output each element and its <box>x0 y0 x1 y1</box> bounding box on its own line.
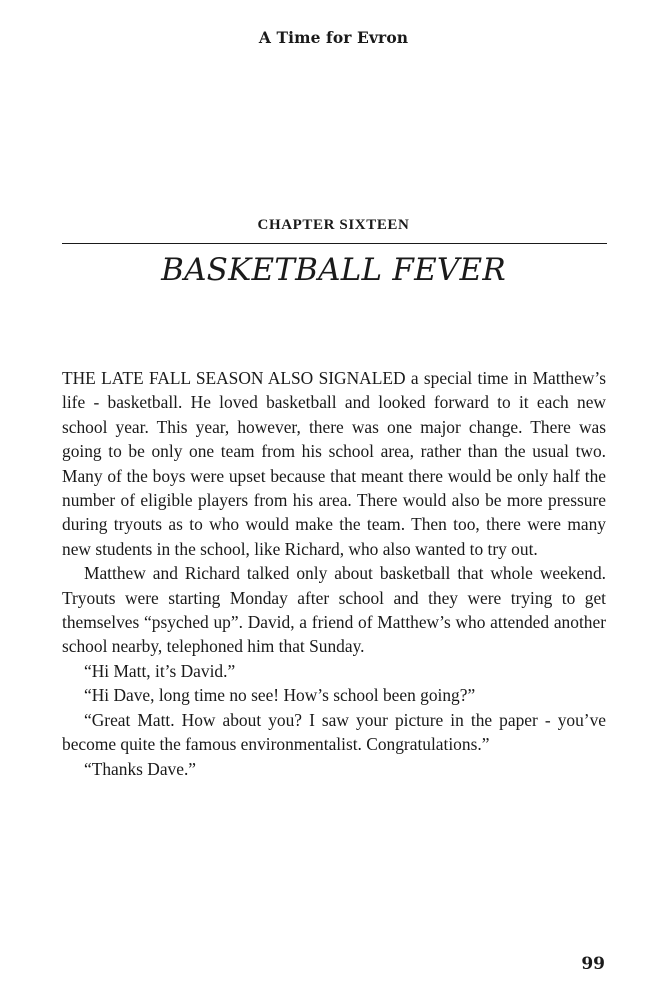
dialogue-line: “Hi Matt, it’s David.” <box>84 660 236 681</box>
chapter-title: BASKETBALL FEVER <box>161 252 506 288</box>
running-head: A Time for Evron <box>258 28 409 47</box>
page-number: 99 <box>581 954 605 974</box>
paragraph: THE LATE FALL SEASON ALSO SIGNALED a special time in Matthew’s life - basketball. He loved basketball and looked forward to it each new school year. This year, however, there was one major change. There was going to be only one team from his school area, rather than the usual two. Many of the boys were upset because that meant there would be only half the number of eligible players from his area. There would also be more pressure during tryouts as to who would make the team. Then too, there were many new students in the school, like Richard, who also wanted to try out. <box>62 368 606 559</box>
dialogue-line: “Great Matt. How about you? I saw your picture in the paper - you’ve become quite the famous environmentalist. Congratulations.” <box>62 709 606 755</box>
chapter-label: CHAPTER SIXTEEN <box>257 217 410 233</box>
body-text <box>62 366 606 781</box>
chapter-rule <box>62 243 607 244</box>
paragraph: Matthew and Richard talked only about basketball that whole weekend. Tryouts were starting Monday after school and they were trying to get themselves “psyched up”. David, a friend of Matthew’s who attended another school nearby, telephoned him that Sunday. <box>62 563 606 657</box>
dialogue-line: “Hi Dave, long time no see! How’s school been going?” <box>84 685 476 706</box>
dialogue-line: “Thanks Dave.” <box>84 758 197 779</box>
